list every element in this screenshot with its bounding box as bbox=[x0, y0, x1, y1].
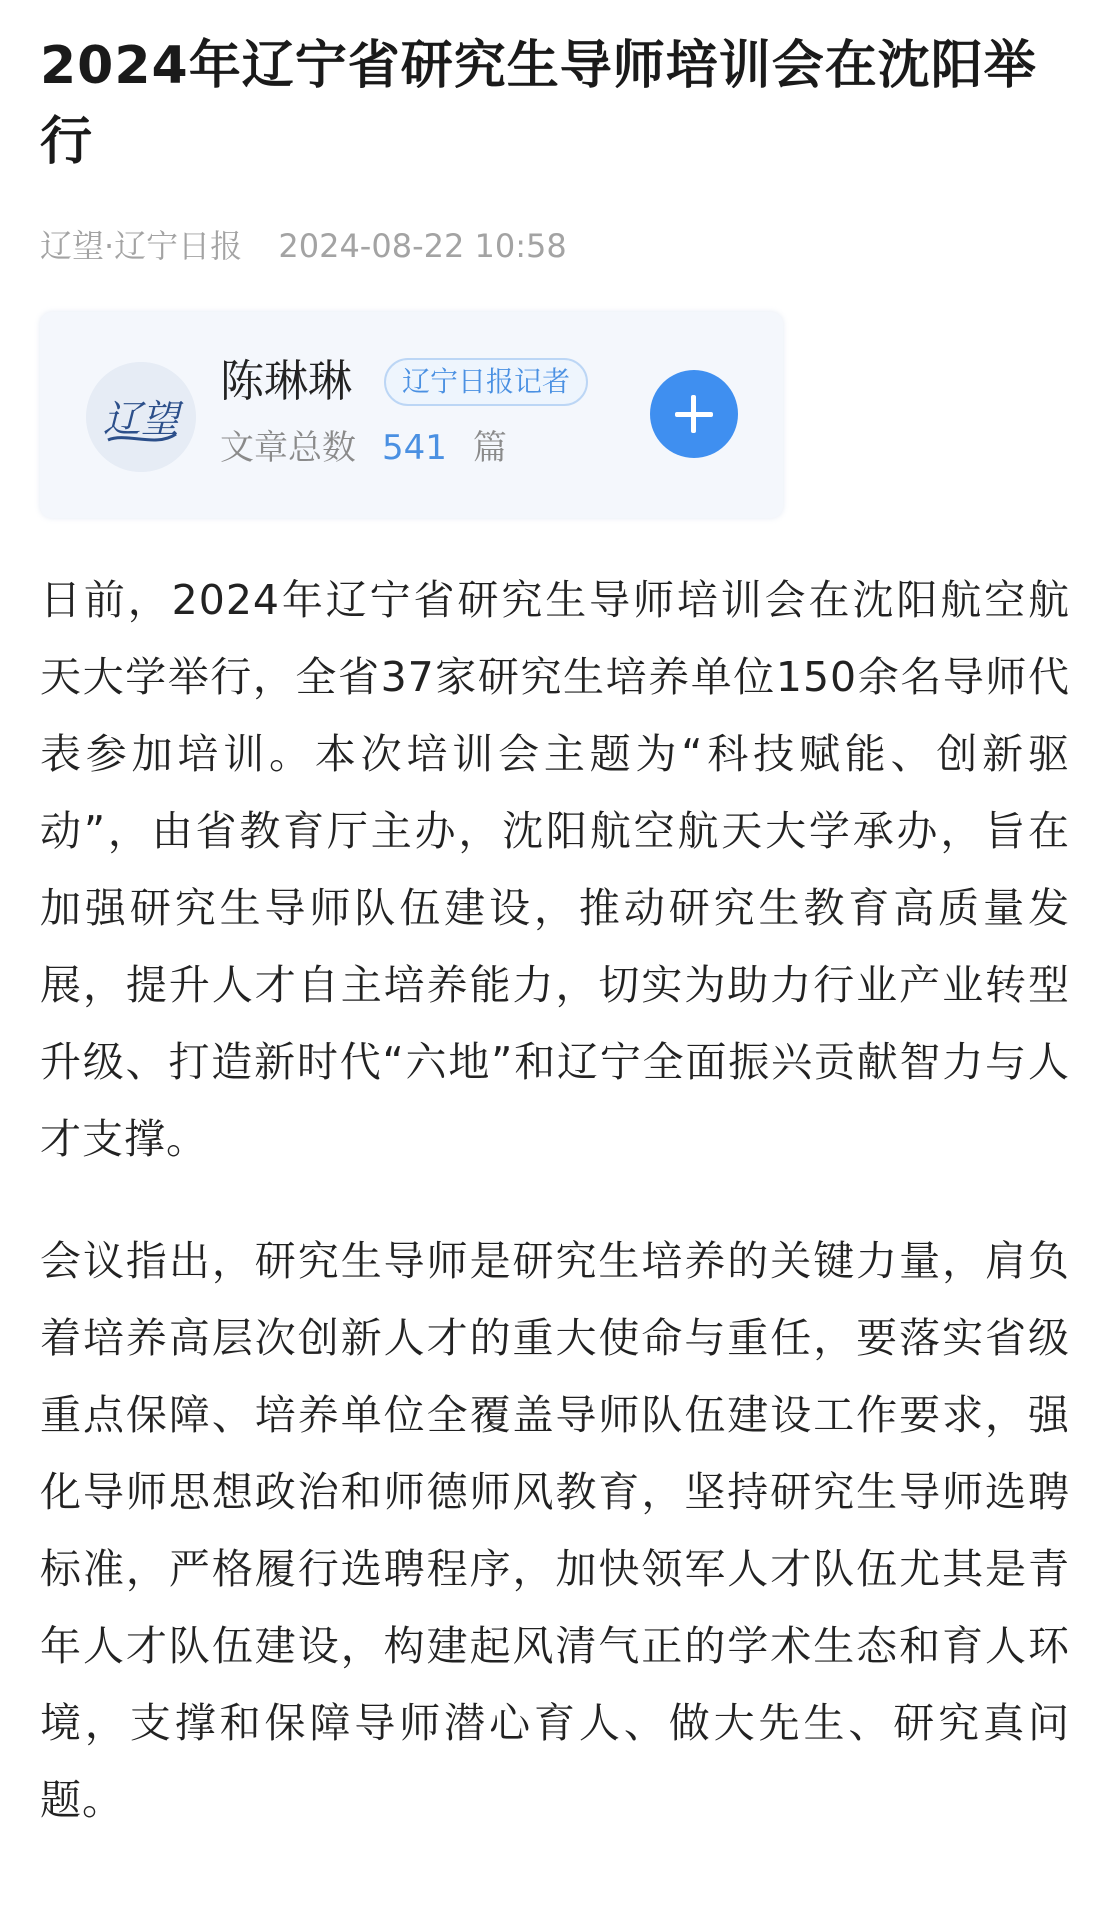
author-card[interactable] bbox=[40, 312, 783, 518]
avatar-logo-graphic bbox=[86, 362, 196, 472]
author-role-badge: 辽宁日报记者 bbox=[384, 358, 588, 406]
article-source[interactable]: 辽望·辽宁日报 bbox=[40, 227, 243, 265]
article-meta bbox=[40, 224, 1069, 268]
article-datetime: 2024-08-22 10:58 bbox=[278, 227, 567, 265]
follow-button[interactable] bbox=[650, 370, 738, 458]
stats-count: 541 bbox=[382, 428, 447, 468]
article-paragraph: 会议指出，研究生导师是研究生培养的关键力量，肩负着培养高层次创新人才的重大使命与重任，要落实省级重点保障、培养单位全覆盖导师队伍建设工作要求，强化导师思想政治和师德师风教育，坚持研究生导师选聘标准，严格履行选聘程序，加快领军人才队伍尤其是青年人才队伍建设，构建起风清气正的学术生态和育人环境，支撑和保障导师潜心育人、做大先生、研究真问题。 bbox=[40, 1237, 1070, 1824]
stats-unit: 篇 bbox=[472, 428, 507, 468]
article-paragraph: 日前，2024年辽宁省研究生导师培训会在沈阳航空航天大学举行，全省37家研究生培养单位150余名导师代表参加培训。本次培训会主题为“科技赋能、创新驱动”，由省教育厅主办，沈阳航空航天大学承办，旨在加强研究生导师队伍建设，推动研究生教育高质量发展，提升人才自主培养能力，切实为助力行业产业转型升级、打造新时代“六地”和辽宁全面振兴贡献智力与人才支撑。 bbox=[40, 576, 1070, 1163]
avatar-logo-text: 辽望 bbox=[102, 397, 180, 441]
plus-icon-vertical-stroke bbox=[691, 395, 696, 433]
liaowang-logo-icon[interactable] bbox=[86, 362, 196, 472]
author-article-stats bbox=[220, 424, 507, 472]
author-name[interactable]: 陈琳琳 bbox=[220, 356, 352, 407]
article-title: 2024年辽宁省研究生导师培训会在沈阳举行 bbox=[40, 36, 1037, 172]
stats-label: 文章总数 bbox=[220, 428, 356, 468]
